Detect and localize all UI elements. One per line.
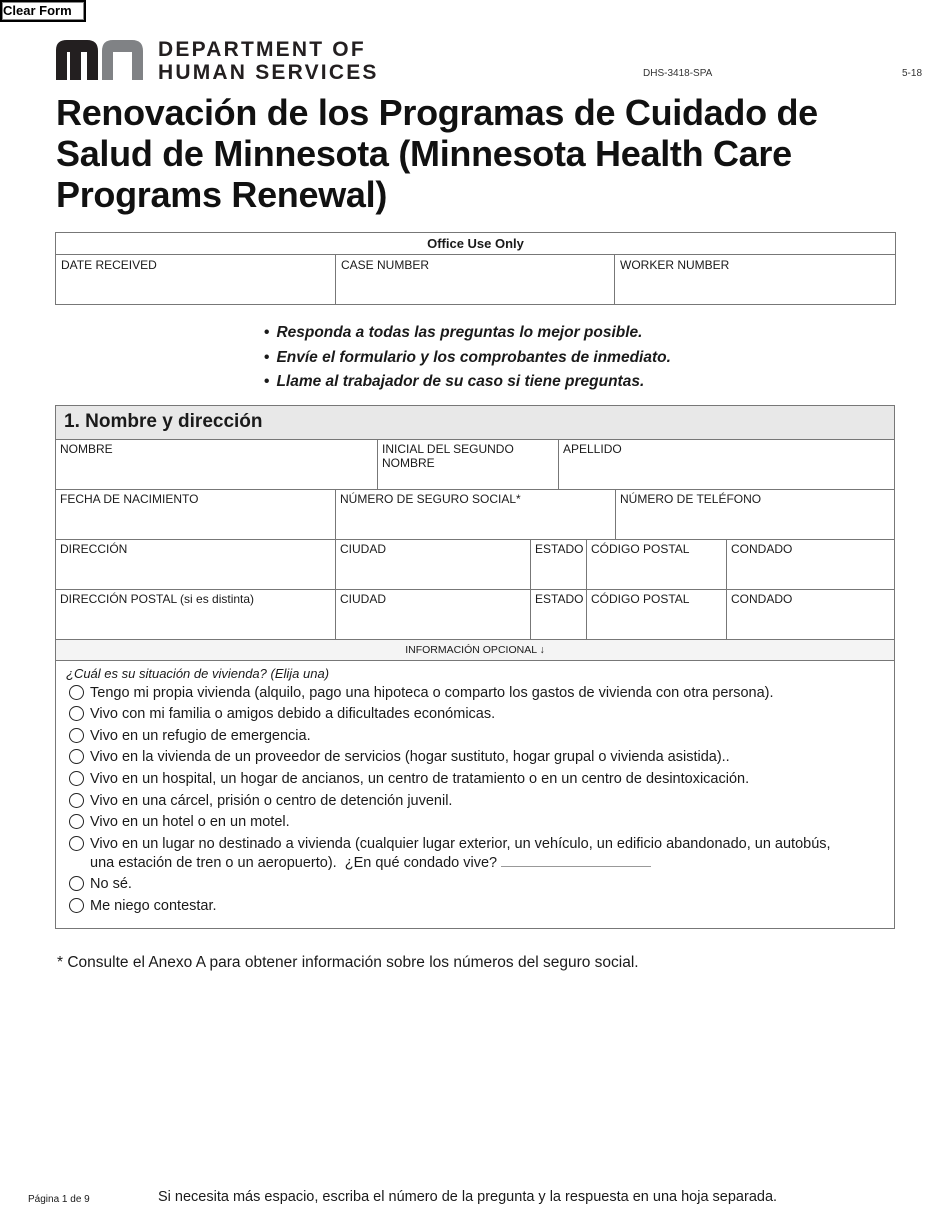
radio-circle-icon[interactable] bbox=[69, 876, 84, 891]
instruction-item: • Envíe el formulario y los comprobantes de inmediato. bbox=[264, 346, 671, 371]
zip-field[interactable]: CÓDIGO POSTAL bbox=[587, 540, 727, 589]
radio-circle-icon[interactable] bbox=[69, 836, 84, 851]
optional-info-label: INFORMACIÓN OPCIONAL ↓ bbox=[56, 640, 894, 661]
radio-circle-icon[interactable] bbox=[69, 728, 84, 743]
housing-option[interactable] bbox=[56, 897, 894, 916]
footer-note: Si necesita más espacio, escriba el número de la pregunta y la respuesta en una hoja separada. bbox=[158, 1189, 778, 1205]
housing-option[interactable] bbox=[56, 875, 894, 894]
form-number: DHS-3418-SPA bbox=[643, 68, 713, 79]
housing-option[interactable] bbox=[56, 684, 894, 703]
section-name-address bbox=[55, 405, 895, 929]
housing-option[interactable] bbox=[56, 813, 894, 832]
radio-circle-icon[interactable] bbox=[69, 685, 84, 700]
mailing-city-field[interactable]: CIUDAD bbox=[336, 590, 531, 639]
housing-option-label: Vivo en un lugar no destinado a vivienda (cualquier lugar exterior, un vehículo, un edificio abandonado, un autobús, bbox=[90, 835, 831, 852]
section-title: 1. Nombre y dirección bbox=[56, 406, 894, 440]
county-field[interactable]: CONDADO bbox=[731, 542, 793, 556]
mn-logo-icon bbox=[56, 38, 144, 80]
radio-circle-icon[interactable] bbox=[69, 814, 84, 829]
clear-form-button[interactable]: Clear Form bbox=[0, 0, 86, 22]
radio-circle-icon[interactable] bbox=[69, 771, 84, 786]
radio-circle-icon[interactable] bbox=[69, 706, 84, 721]
page-title: Renovación de los Programas de Cuidado de Salud de Minnesota (Minnesota Health Care Programs Renewal) bbox=[56, 92, 818, 215]
housing-option-label: Vivo con mi familia o amigos debido a dificultades económicas. bbox=[90, 706, 496, 723]
address-row bbox=[56, 540, 894, 590]
ssn-field[interactable]: NÚMERO DE SEGURO SOCIAL* bbox=[336, 490, 616, 539]
ssn-note: * Consulte el Anexo A para obtener información sobre los números del seguro social. bbox=[57, 954, 639, 971]
middle-initial-field[interactable]: INICIAL DEL SEGUNDO NOMBRE bbox=[378, 440, 559, 489]
form-date: 5-18 bbox=[902, 68, 923, 79]
mailing-address-row bbox=[56, 590, 894, 640]
housing-option-label: No sé. bbox=[90, 876, 132, 893]
office-use-heading: Office Use Only bbox=[56, 233, 896, 255]
office-use-table bbox=[55, 232, 896, 305]
case-number-field[interactable]: CASE NUMBER bbox=[336, 255, 615, 305]
housing-option-label: Vivo en un hotel o en un motel. bbox=[90, 814, 290, 831]
date-received-field[interactable]: DATE RECEIVED bbox=[56, 255, 336, 305]
last-name-field[interactable]: APELLIDO bbox=[563, 442, 622, 456]
city-field[interactable]: CIUDAD bbox=[336, 540, 531, 589]
mailing-zip-field[interactable]: CÓDIGO POSTAL bbox=[587, 590, 727, 639]
address-field[interactable]: DIRECCIÓN bbox=[56, 540, 336, 589]
housing-option-label: Tengo mi propia vivienda (alquilo, pago una hipoteca o comparto los gastos de vivienda con otra persona). bbox=[90, 684, 774, 701]
radio-circle-icon[interactable] bbox=[69, 749, 84, 764]
housing-option[interactable] bbox=[56, 748, 894, 767]
name-row bbox=[56, 440, 894, 490]
radio-circle-icon[interactable] bbox=[69, 898, 84, 913]
housing-option-label-cont: una estación de tren o un aeropuerto). bbox=[90, 854, 337, 871]
county-question: ¿En qué condado vive? bbox=[344, 854, 498, 871]
housing-option-label: Vivo en un hospital, un hogar de ancianos, un centro de tratamiento o en un centro de desintoxicación. bbox=[90, 770, 750, 787]
county-input[interactable] bbox=[501, 854, 651, 867]
housing-option-label: Vivo en un refugio de emergencia. bbox=[90, 727, 311, 744]
housing-option[interactable] bbox=[56, 770, 894, 789]
mailing-address-field[interactable]: DIRECCIÓN POSTAL (si es distinta) bbox=[56, 590, 336, 639]
dept-line-1: DEPARTMENT OF bbox=[158, 38, 366, 61]
housing-option-label: Me niego contestar. bbox=[90, 897, 217, 914]
birth-ssn-phone-row bbox=[56, 490, 894, 540]
mailing-state-field[interactable]: ESTADO bbox=[531, 590, 587, 639]
worker-number-field[interactable]: WORKER NUMBER bbox=[615, 255, 896, 305]
department-name bbox=[158, 38, 379, 84]
housing-option[interactable] bbox=[56, 705, 894, 724]
page-number: Página 1 de 9 bbox=[28, 1194, 90, 1205]
instruction-item: • Llame al trabajador de su caso si tiene preguntas. bbox=[264, 370, 671, 395]
mailing-county-field[interactable]: CONDADO bbox=[731, 592, 793, 606]
housing-option-label: Vivo en una cárcel, prisión o centro de detención juvenil. bbox=[90, 792, 453, 809]
housing-question: ¿Cuál es su situación de vivienda? (Elija una) bbox=[66, 666, 330, 681]
instruction-item: • Responda a todas las preguntas lo mejor posible. bbox=[264, 321, 671, 346]
state-field[interactable]: ESTADO bbox=[531, 540, 587, 589]
housing-option[interactable] bbox=[56, 792, 894, 811]
phone-field[interactable]: NÚMERO DE TELÉFONO bbox=[620, 492, 762, 506]
dept-line-2: HUMAN SERVICES bbox=[158, 61, 379, 84]
first-name-field[interactable]: NOMBRE bbox=[56, 440, 378, 489]
instructions-list bbox=[264, 321, 671, 395]
birth-date-field[interactable]: FECHA DE NACIMIENTO bbox=[56, 490, 336, 539]
housing-option-not-housing[interactable] bbox=[56, 835, 894, 873]
radio-circle-icon[interactable] bbox=[69, 793, 84, 808]
housing-option-label: Vivo en la vivienda de un proveedor de servicios (hogar sustituto, hogar grupal o vivienda asistida).. bbox=[90, 749, 730, 766]
housing-option[interactable] bbox=[56, 727, 894, 746]
